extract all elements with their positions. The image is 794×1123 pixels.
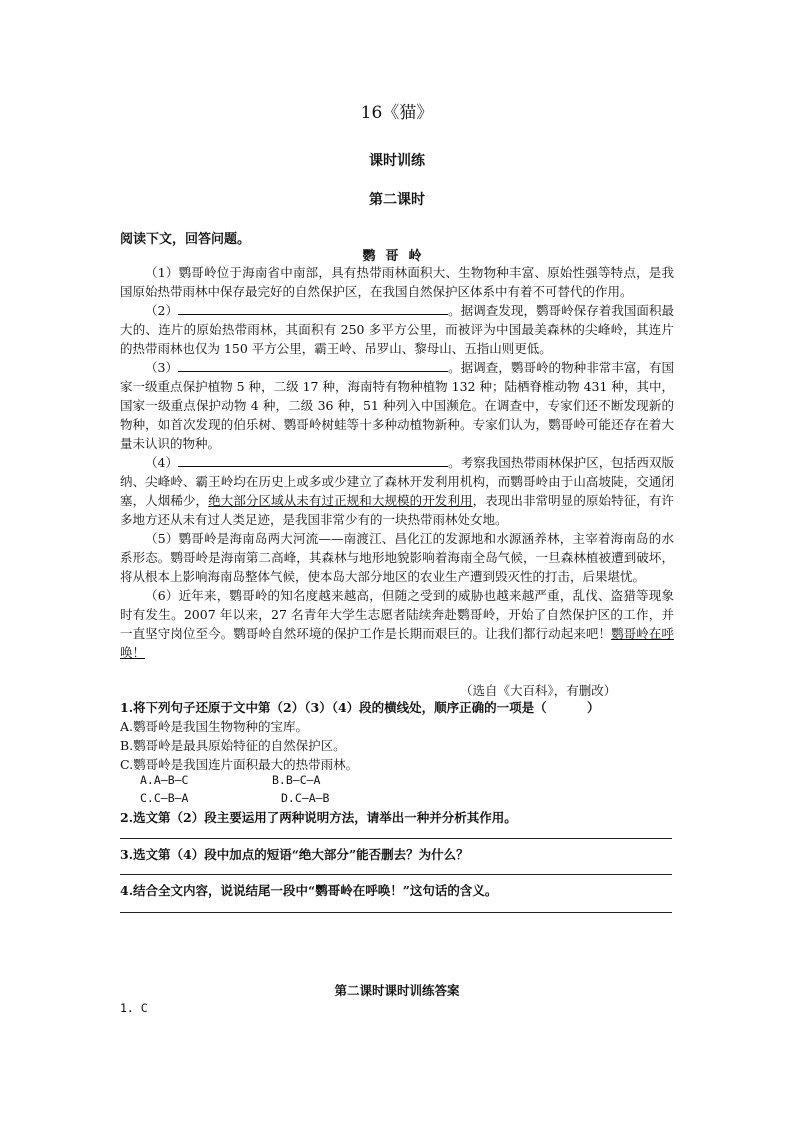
paragraph-text: ，表现出非常明显的原始特征，有许多地方还从未有过人类足迹，是我国非常少有的一块热带雨林处女地。: [120, 493, 674, 527]
paragraph-1: （1）鹦哥岭位于海南省中南部，具有热带雨林面积大、生物物种丰富、原始性强等特点，是我国原始热带雨林中保存最完好的自然保护区，在我国自然保护区体系中有着不可替代的作用。: [120, 265, 674, 299]
question-text: 1.将下列句子还原于文中第（2）（3）（4）段的横线处，顺序正确的一项是（: [120, 700, 547, 715]
paragraph-text: 。考察我国热带雨林保护区，包括西双版纳、尖峰岭、霸王岭均在历史上或多或少建立了森林开发利用机构，而鹦哥岭由于山高坡陡，交通闭塞，人烟稀少，: [120, 455, 674, 508]
answer-line-3[interactable]: [120, 874, 672, 875]
paragraph-number: （2）: [145, 303, 179, 318]
lesson-heading: 第二课时: [369, 192, 425, 208]
reading-instruction: 阅读下文，回答问题。: [120, 232, 251, 247]
question-3: 3.选文第（4）段中加点的短语“绝大部分”能否删去？为什么？: [120, 847, 469, 862]
question-2: 2.选文第（2）段主要运用了两种说明方法，请举出一种并分析其作用。: [120, 810, 517, 825]
paragraph-number: （4）: [145, 455, 179, 470]
choice-c[interactable]: C.C—B—A: [140, 791, 189, 805]
fill-blank-4[interactable]: [178, 453, 448, 467]
paragraph-5: （5）鹦哥岭是海南岛两大河流——南渡江、昌化江的发源地和水源涵养林，主宰着海南岛的水系形态。鹦哥岭是海南第二高峰，其森林与地形地貌影响着海南全岛气候，一旦森林植被遭到破坏，将从根本上影响海南岛整体气候，使本岛大部分地区的农业生产遭到毁灭性的打击，后果堪忧。: [120, 531, 674, 584]
paragraph-number: （3）: [145, 360, 179, 375]
answer-paren-close: ）: [587, 700, 600, 715]
article-title: 鹦哥岭: [362, 249, 432, 264]
paragraph-6: [120, 586, 674, 662]
document-title: 16《猫》: [360, 103, 434, 123]
answers-heading: 第二课时课时训练答案: [334, 983, 460, 998]
question-4: 4.结合全文内容，说说结尾一段中“鹦哥岭在呼唤！”这句话的含义。: [120, 883, 498, 898]
underlined-phrase: 绝大部分区域从未有过正规和大规模的开发利用: [208, 493, 473, 508]
option-b: B.鹦哥岭是最具原始特征的自然保护区。: [120, 738, 346, 753]
choice-a[interactable]: A.A—B—C: [140, 773, 189, 787]
paragraph-text: 。据调查发现，鹦哥岭保存着我国面积最大的、连片的原始热带雨林，其面积有 250 多平方公里，而被评为中国最美森林的尖峰岭，其连片的热带雨林也仅为 150 平方公里，霸王岭、吊罗山、黎母山、五指山则更低。: [120, 303, 674, 356]
section-heading: 课时训练: [369, 153, 425, 169]
paragraph-text: 。据调查，鹦哥岭的物种非常丰富，有国家一级重点保护植物 5 种，二级 17 种，海南特有物种植物 132 种；陆栖脊椎动物 431 种，其中，国家一级重点保护动物 4 种，二级 36 种，51 种列入中国濒危。在调查中，专家们还不断发现新的物种，如首次发现的伯乐树、鹦哥岭树蛙等十多种动植物新种。专家们认为，鹦哥岭可能还存在着大量未认识的物种。: [120, 360, 674, 451]
paragraph-text: （6）近年来，鹦哥岭的知名度越来越高，但随之受到的威胁也越来越严重，乱伐、盗猎等现象时有发生。2007 年以来，27 名青年大学生志愿者陆续奔赴鹦哥岭，开始了自然保护区的工作，并一直坚守岗位至今。鹦哥岭自然环境的保护工作是长期而艰巨的。让我们都行动起来吧！: [120, 588, 674, 641]
option-c: C.鹦哥岭是我国连片面积最大的热带雨林。: [120, 757, 359, 772]
option-a: A.鹦哥岭是我国生物物种的宝库。: [120, 719, 309, 734]
answer-1: 1. C: [120, 1001, 148, 1015]
choice-d[interactable]: D.C—A—B: [281, 791, 330, 805]
underlined-phrase: 鹦哥岭在呼唤！: [120, 626, 674, 660]
paragraph-4: [120, 453, 674, 529]
fill-blank-2[interactable]: [178, 301, 448, 315]
paragraph-3: [120, 358, 674, 453]
answer-line-2[interactable]: [120, 838, 672, 839]
question-1: [120, 698, 674, 716]
paragraph-2: [120, 301, 674, 358]
fill-blank-3[interactable]: [178, 358, 448, 372]
article-body: [120, 263, 674, 662]
answer-line-4[interactable]: [120, 912, 672, 913]
source-note: （选自《大百科》，有删改）: [460, 683, 617, 698]
choice-b[interactable]: B.B—C—A: [272, 773, 321, 787]
